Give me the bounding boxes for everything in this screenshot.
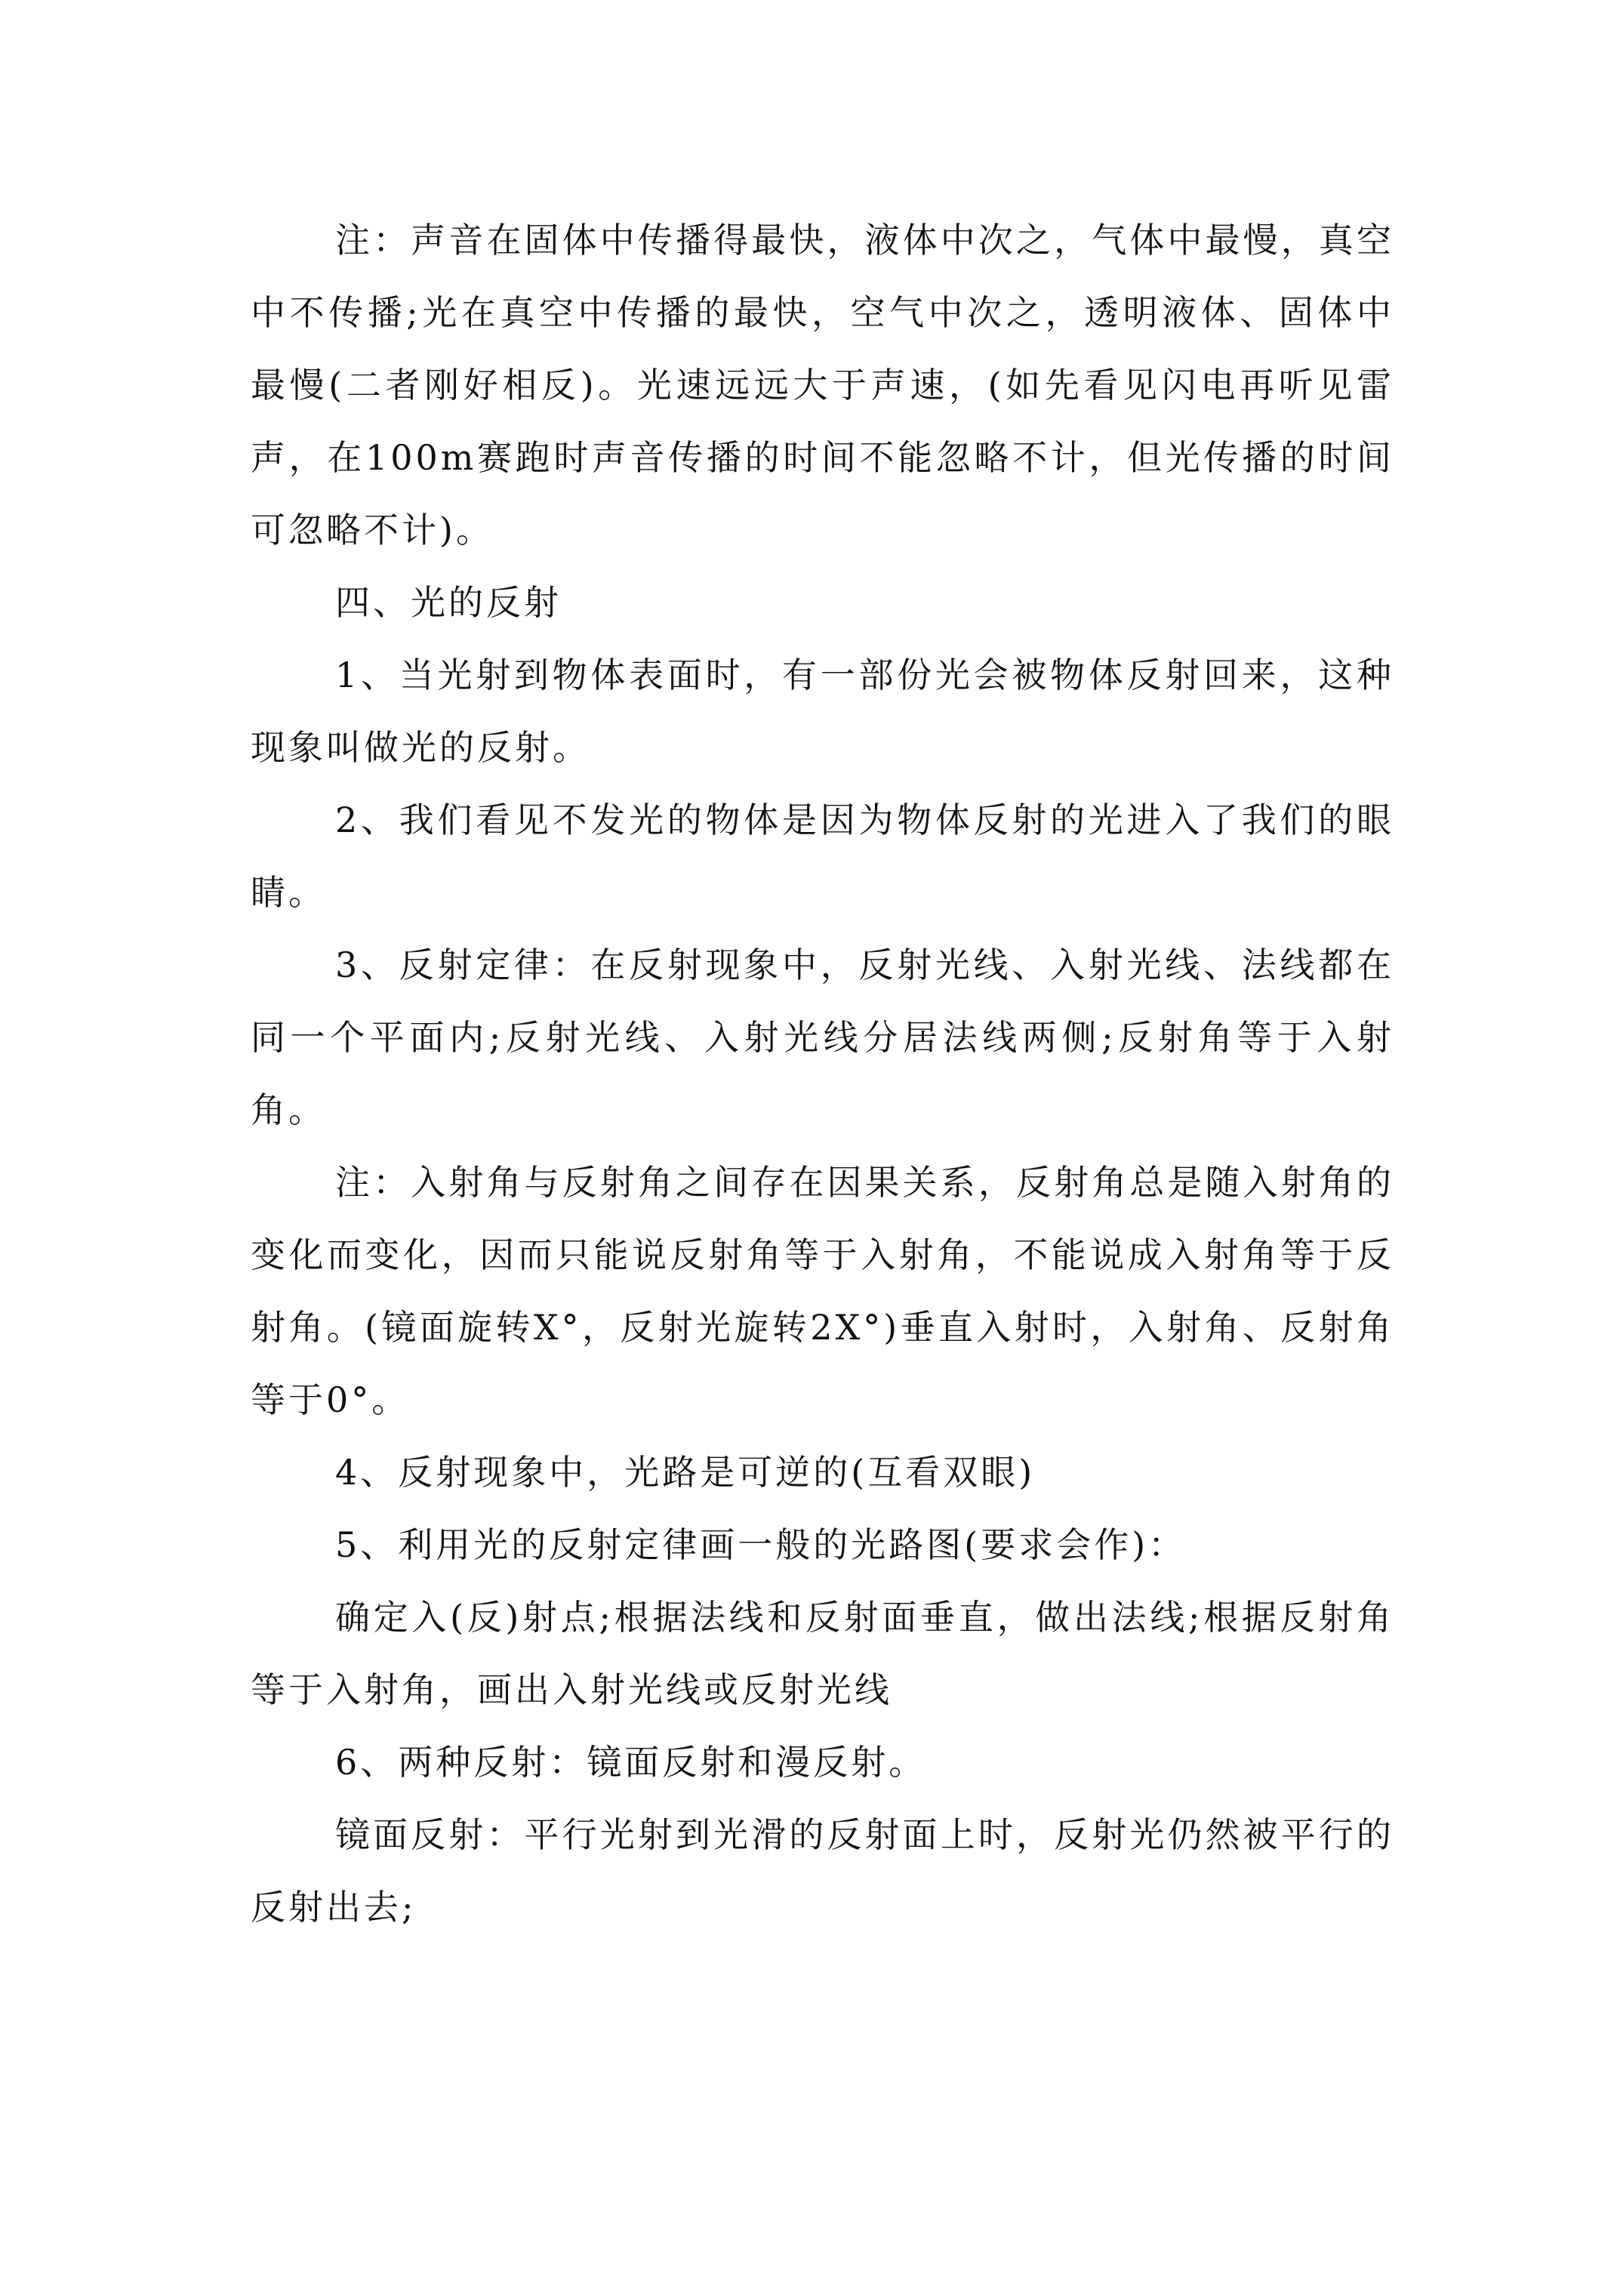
note-angle-causality: 注：入射角与反射角之间存在因果关系，反射角总是随入射角的变化而变化，因而只能说反射角等于入射角，不能说成入射角等于反射角。(镜面旋转X°，反射光旋转2X°)垂直入射时，入射角、反射角等于0°。 [251,1162,1394,1420]
point-2-seeing-objects: 2、我们看见不发光的物体是因为物体反射的光进入了我们的眼睛。 [251,800,1394,913]
ray-diagram-steps: 确定入(反)射点;根据法线和反射面垂直，做出法线;根据反射角等于入射角，画出入射光线或反射光线 [251,1597,1394,1710]
point-4-reversible-path: 4、反射现象中，光路是可逆的(互看双眼) [335,1452,1036,1493]
point-6-two-reflection-types: 6、两种反射：镜面反射和漫反射。 [335,1742,927,1783]
point-1-reflection-definition: 1、当光射到物体表面时，有一部份光会被物体反射回来，这种现象叫做光的反射。 [251,655,1394,768]
document-body [251,204,1394,1943]
point-3-law-of-reflection: 3、反射定律：在反射现象中，反射光线、入射光线、法线都在同一个平面内;反射光线、入射光线分居法线两侧;反射角等于入射角。 [251,945,1394,1130]
section-heading-light-reflection: 四、光的反射 [335,582,562,623]
specular-reflection-definition: 镜面反射：平行光射到光滑的反射面上时，反射光仍然被平行的反射出去; [251,1814,1394,1928]
point-5-ray-diagram: 5、利用光的反射定律画一般的光路图(要求会作)： [335,1524,1187,1565]
note-sound-light-speed-paragraph: 注：声音在固体中传播得最快，液体中次之，气体中最慢，真空中不传播;光在真空中传播的最快，空气中次之，透明液体、固体中最慢(二者刚好相反)。光速远远大于声速，(如先看见闪电再听见雷声，在100m赛跑时声音传播的时间不能忽略不计，但光传播的时间可忽略不计)。 [251,220,1394,550]
